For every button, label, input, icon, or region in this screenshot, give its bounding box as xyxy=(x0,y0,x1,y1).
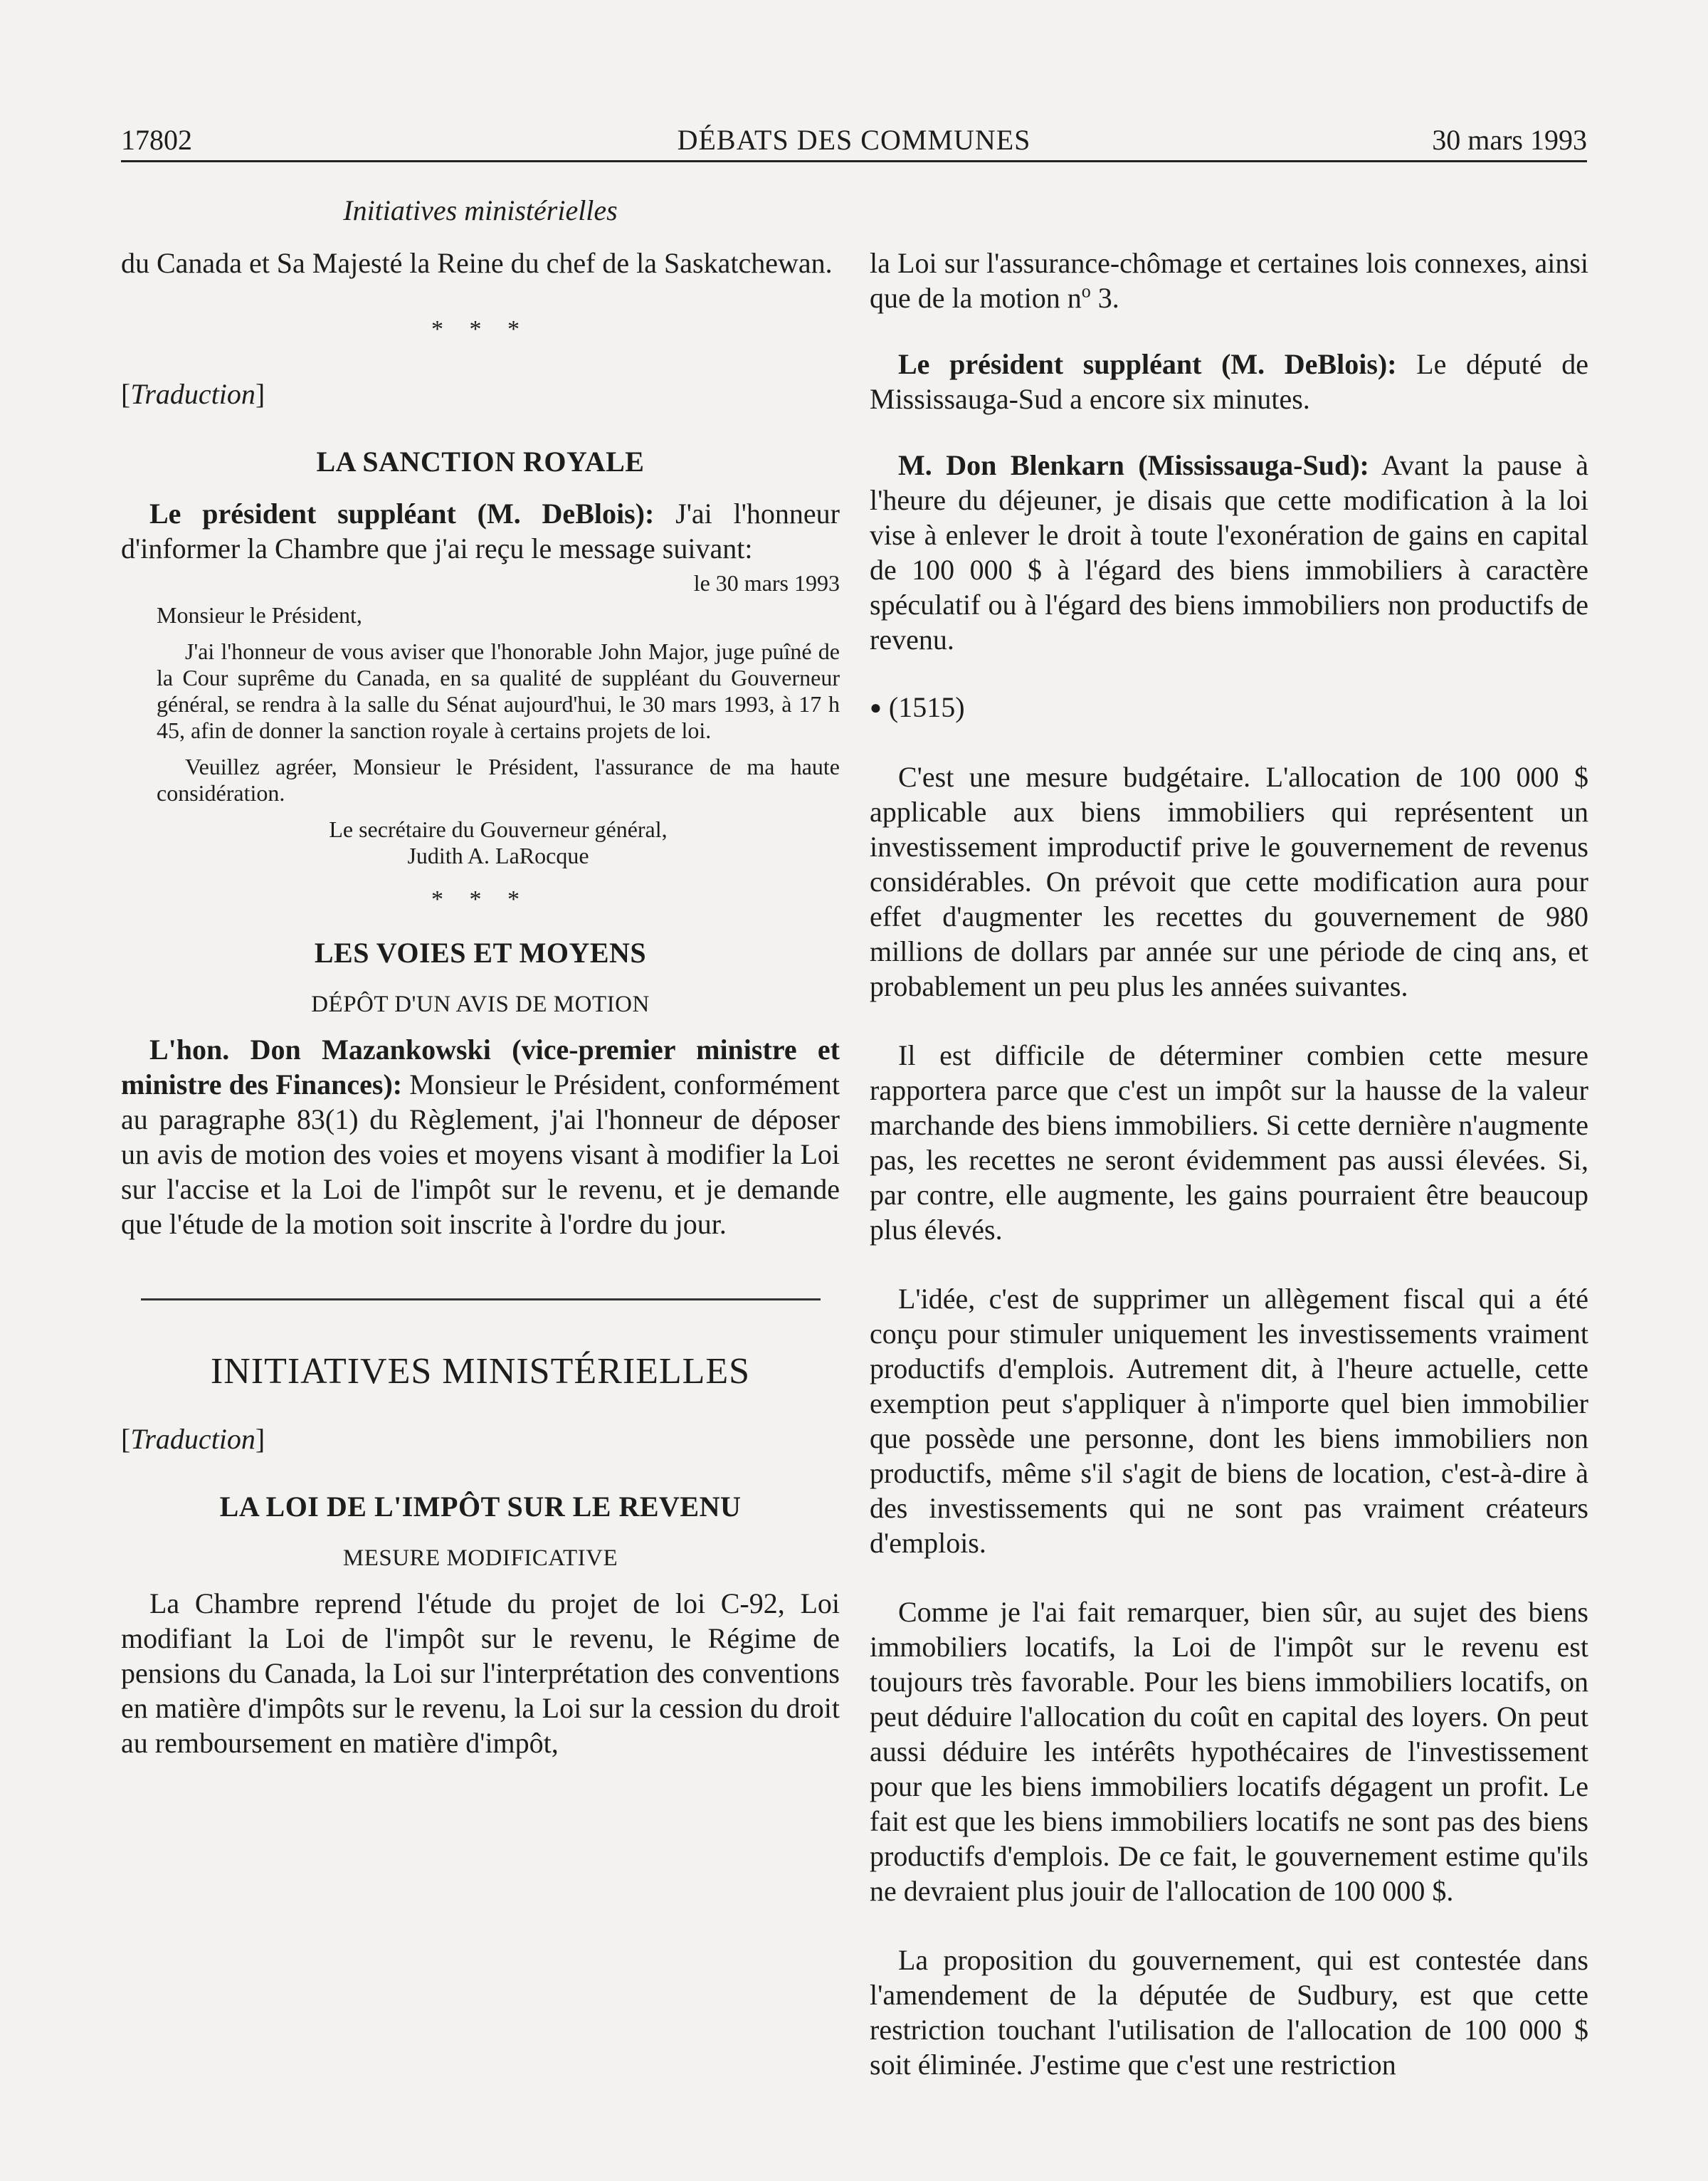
timestamp: ● (1515) xyxy=(870,691,965,723)
letter-body: J'ai l'honneur de vous aviser que l'honorable John Major, juge puîné de la Cour suprême du Canada, en sa qualité de suppléant du Gouverneur général, se rendra à la salle du Sénat aujourd'hui, le 30 mars 1993, à 17 h 45, afin de donner la sanction royale à certains projets de loi. xyxy=(157,638,840,743)
paragraph: M. Don Blenkarn (Mississauga-Sud): Avant la pause à l'heure du déjeuner, je disais que cette modification à la loi vise à enlever le droit à toute l'exonération de gains en capital de 100 000 $ à l'égard des biens immobiliers à caractère spéculatif ou à l'égard des biens immobiliers non productifs de revenu. xyxy=(870,449,1588,656)
issue-date: 30 mars 1993 xyxy=(1432,124,1587,156)
translation-note: [Traduction] xyxy=(121,1423,265,1455)
letter-signature: Le secrétaire du Gouverneur général, Judith A. LaRocque xyxy=(329,816,668,868)
paragraph: du Canada et Sa Majesté la Reine du chef de la Saskatchewan. xyxy=(121,247,833,279)
right-column xyxy=(870,246,1588,2082)
section-heading: LA SANCTION ROYALE xyxy=(316,446,645,478)
page-number: 17802 xyxy=(121,124,192,156)
speaker-name: M. Don Blenkarn (Mississauga-Sud): xyxy=(898,449,1369,481)
speaker-name: Le président suppléant (M. DeBlois): xyxy=(898,348,1397,380)
paragraph: La Chambre reprend l'étude du projet de loi C-92, Loi modifiant la Loi de l'impôt sur le revenu, le Régime de pensions du Canada, la Loi sur l'interprétation des conventions en matière d'impôts sur le revenu, la Loi sur la cession du droit au remboursement en matière d'impôt, xyxy=(121,1587,840,1759)
paragraph: La proposition du gouvernement, qui est contestée dans l'amendement de la députée de Sudbury, est que cette restriction touchant l'utilisation de l'allocation de 100 000 $ soit éliminée. J'estime que c'est une restriction xyxy=(870,1944,1588,2081)
paragraph: Le président suppléant (M. DeBlois): J'ai l'honneur d'informer la Chambre que j'ai reçu le message suivant: xyxy=(121,498,840,564)
paragraph: C'est une mesure budgétaire. L'allocation de 100 000 $ applicable aux biens immobiliers qui représentent un investissement improductif prive le gouvernement de revenus considérables. On prévoit que cette modification aura pour effet d'augmenter les recettes du gouvernement de 980 millions de dollars par année sur une période de cinq ans, et probablement un peu plus les années suivantes. xyxy=(870,761,1588,1002)
bullet-icon: ● xyxy=(870,697,882,719)
speaker-name: L'hon. Don Mazankowski (vice-premier ministre et ministre des Finances): xyxy=(121,1034,840,1100)
letter-salutation: Monsieur le Président, xyxy=(157,602,362,628)
letter-date: le 30 mars 1993 xyxy=(693,570,840,596)
section-heading: LA LOI DE L'IMPÔT SUR LE REVENU xyxy=(219,1491,742,1523)
speaker-name: Le président suppléant (M. DeBlois): xyxy=(149,498,655,530)
paragraph: Comme je l'ai fait remarquer, bien sûr, au sujet des biens immobiliers locatifs, la Loi de l'impôt sur le revenu est toujours très favorable. Pour les biens immobiliers locatifs, on peut déduire l'allocation du coût en capital des loyers. On peut aussi déduire les intérêts hypothécaires de l'investissement pour que les biens immobiliers locatifs dégagent un profit. Le fait est que les biens immobiliers locatifs ne sont pas des biens productifs d'emplois. De ce fait, le gouvernement estime qu'ils ne devraient plus jouir de l'allocation de 100 000 $. xyxy=(870,1596,1588,1907)
translation-note: [Traduction] xyxy=(121,378,265,410)
paragraph: Il est difficile de déterminer combien cette mesure rapportera parce que c'est un impôt sur la hausse de la valeur marchande des biens immobiliers. Si cette dernière n'augmente pas, les recettes ne seront évidemment pas aussi élevées. Si, par contre, elle augmente, les gains pourraient être beaucoup plus élevés. xyxy=(870,1039,1588,1246)
quoted-letter xyxy=(157,570,840,869)
publication-title: DÉBATS DES COMMUNES xyxy=(677,124,1031,156)
major-heading: INITIATIVES MINISTÉRIELLES xyxy=(210,1351,751,1392)
running-head: Initiatives ministérielles xyxy=(343,194,618,226)
paragraph: Le président suppléant (M. DeBlois): Le député de Mississauga-Sud a encore six minutes. xyxy=(870,348,1589,415)
left-column xyxy=(121,246,840,1760)
letter-body: Veuillez agréer, Monsieur le Président, l'assurance de ma haute considération. xyxy=(157,754,840,806)
section-heading: LES VOIES ET MOYENS xyxy=(314,937,647,969)
section-separator: * * * xyxy=(431,316,529,342)
page-header xyxy=(121,117,1587,162)
paragraph: L'idée, c'est de supprimer un allègement fiscal qui a été conçu pour stimuler uniquement les investissements vraiment productifs d'emplois. Autrement dit, à l'heure actuelle, cette exemption peut s'appliquer à n'importe quel bien immobilier que possède une personne, dont les biens immobiliers non productifs, même s'il s'agit de biens de location, c'est-à-dire à des investissements qui ne sont pas vraiment créateurs d'emplois. xyxy=(870,1283,1588,1559)
divider xyxy=(141,1298,821,1300)
subsection-heading: MESURE MODIFICATIVE xyxy=(342,1545,618,1571)
subsection-heading: DÉPÔT D'UN AVIS DE MOTION xyxy=(311,992,650,1017)
section-separator: * * * xyxy=(431,886,529,913)
paragraph: la Loi sur l'assurance-chômage et certaines lois connexes, ainsi que de la motion $n^o$ 3. xyxy=(870,247,1588,314)
paragraph: L'hon. Don Mazankowski (vice-premier ministre et ministre des Finances): Monsieur le Président, conformément au paragraphe 83(1) du Règlement, j'ai l'honneur de déposer un avis de motion des voies et moyens visant à modifier la Loi sur l'accise et la Loi de l'impôt sur le revenu, et je demande que l'étude de la motion soit inscrite à l'ordre du jour. xyxy=(121,1034,840,1240)
